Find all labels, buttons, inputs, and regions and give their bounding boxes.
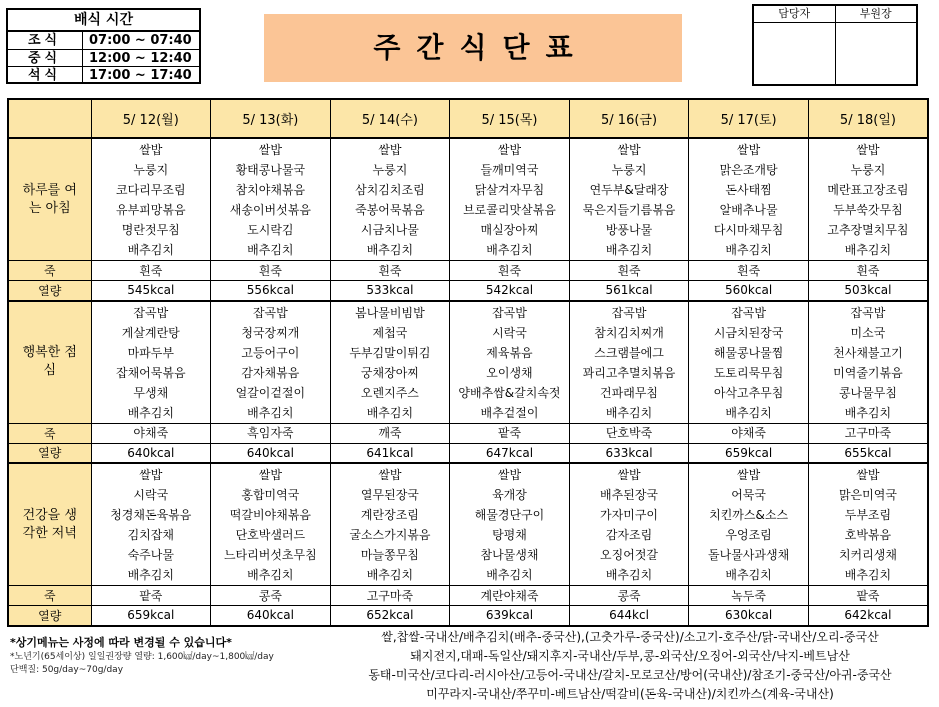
menu-item: 배추김치 — [844, 405, 892, 420]
menu-item: 배추김치 — [247, 568, 294, 582]
menu-item: 참치김치찌개 — [594, 325, 664, 340]
menu-item: 무생채 — [133, 385, 169, 400]
menu-item: 배추김치 — [725, 405, 772, 420]
menu-item: 배추된장국 — [600, 488, 659, 502]
menu-item: 감자채볶음 — [241, 365, 300, 380]
menu-cell — [91, 138, 211, 261]
porridge-cell: 흰죽 — [689, 261, 809, 281]
menu-item: 배추김치 — [127, 405, 174, 420]
porridge-cell: 흰죽 — [808, 261, 928, 281]
menu-item: 참나물생채 — [480, 548, 539, 562]
porridge-cell: 팥죽 — [808, 586, 928, 606]
menu-item: 얼갈이겉절이 — [235, 385, 306, 400]
menu-cell — [808, 463, 928, 586]
menu-item: 묵은지들기름볶음 — [582, 203, 676, 217]
menu-item: 매실장아찌 — [480, 223, 539, 237]
menu-item: 해물콩나물찜 — [713, 345, 784, 360]
calorie-cell: 503kcal — [808, 281, 928, 301]
menu-item: 브로콜리맛살볶음 — [463, 203, 556, 217]
serving-time-box — [6, 8, 201, 84]
porridge-cell: 흰죽 — [569, 261, 689, 281]
menu-item: 잡곡밥 — [611, 305, 647, 320]
porridge-row — [8, 586, 928, 606]
porridge-row — [8, 261, 928, 281]
menu-cell — [91, 301, 211, 424]
menu-item: 배추김치 — [366, 405, 414, 420]
menu-item: 배추김치 — [844, 243, 892, 257]
porridge-cell: 흰죽 — [91, 261, 211, 281]
menu-item: 배추김치 — [605, 405, 653, 420]
porridge-label: 죽 — [8, 586, 91, 606]
menu-item: 잡곡밥 — [731, 305, 766, 320]
menu-item: 잡곡밥 — [850, 305, 886, 320]
menu-item: 잡곡밥 — [252, 305, 288, 320]
menu-item: 배추김치 — [247, 405, 294, 420]
menu-item: 오징어젓갈 — [600, 548, 659, 562]
menu-cell — [450, 301, 570, 424]
calorie-cell: 642kcal — [808, 606, 928, 626]
porridge-cell: 팥죽 — [450, 423, 570, 443]
menu-item: 도시락김 — [247, 223, 294, 237]
menu-item: 방풍나물 — [605, 223, 653, 237]
serving-time-title: 배식 시간 — [8, 10, 199, 32]
menu-item: 맑은조개탕 — [719, 163, 778, 177]
menu-item: 고추장멸치무침 — [827, 223, 909, 237]
menu-cell — [569, 301, 689, 424]
menu-item: 건파래무침 — [600, 385, 659, 400]
menu-item: 오렌지주스 — [360, 385, 419, 400]
approval-staff-signature-area — [754, 23, 835, 84]
approval-column-deputy — [835, 6, 917, 84]
porridge-cell: 계란야채죽 — [450, 586, 570, 606]
menu-item: 쌀밥 — [737, 143, 761, 157]
porridge-cell: 녹두죽 — [689, 586, 809, 606]
menu-item: 배추김치 — [844, 568, 892, 582]
menu-item: 누룽지 — [372, 163, 408, 177]
day-header-row — [8, 99, 928, 138]
menu-item: 두부조림 — [844, 508, 892, 522]
menu-item: 떡갈비야채볶음 — [229, 508, 311, 522]
serving-time-value: 17:00 ~ 17:40 — [89, 68, 192, 83]
calorie-row — [8, 281, 928, 301]
porridge-cell: 깨죽 — [330, 423, 450, 443]
menu-item: 잡곡밥 — [133, 305, 169, 320]
menu-item: 고등어구이 — [241, 345, 300, 360]
calorie-cell: 659kcal — [689, 443, 809, 463]
menu-item: 미역줄기볶음 — [833, 365, 903, 380]
menu-item: 제첩국 — [372, 325, 408, 340]
menu-item: 오이생채 — [486, 365, 533, 380]
menu-cell — [689, 138, 809, 261]
porridge-label: 죽 — [8, 261, 91, 281]
menu-item: 스크램블에그 — [594, 345, 664, 360]
menu-item: 쌀밥 — [737, 468, 761, 482]
menu-item: 누룽지 — [850, 163, 886, 177]
menu-cell — [211, 138, 331, 261]
menu-item: 배추김치 — [605, 568, 653, 582]
menu-item: 가자미구이 — [600, 508, 659, 522]
calorie-cell: 640kcal — [211, 606, 331, 626]
menu-item: 열무된장국 — [360, 488, 419, 502]
menu-item: 궁채장아찌 — [360, 365, 419, 380]
menu-item: 배추김치 — [366, 243, 414, 257]
menu-item: 쌀밥 — [378, 468, 402, 482]
menu-item: 마파두부 — [127, 345, 174, 360]
calorie-label: 열량 — [8, 443, 91, 463]
menu-item: 게살계란탕 — [121, 325, 180, 340]
menu-item: 육개장 — [492, 488, 527, 502]
menu-item: 삼치김치조림 — [355, 183, 425, 197]
menu-item: 해물경단구이 — [474, 508, 545, 522]
porridge-cell: 야채죽 — [91, 423, 211, 443]
menu-item: 두부쑥갓무침 — [833, 203, 903, 217]
serving-time-row — [8, 66, 199, 83]
serving-time-row — [8, 32, 199, 49]
menu-cell — [450, 138, 570, 261]
menu-item: 천사채불고기 — [833, 345, 903, 360]
menu-cell — [450, 463, 570, 586]
day-header: 5/ 18(일) — [808, 99, 928, 138]
menu-cell — [689, 463, 809, 586]
menu-item: 쌀밥 — [258, 468, 282, 482]
calorie-row — [8, 443, 928, 463]
approval-staff-label: 담당자 — [754, 6, 835, 23]
menu-item: 시금치나물 — [360, 223, 419, 237]
porridge-row — [8, 423, 928, 443]
meal-label: 하루를 여는 아침 — [8, 138, 91, 261]
menu-change-notice: *상기메뉴는 사정에 따라 변경될 수 있습니다* — [10, 636, 232, 649]
serving-meal-label: 중식 — [8, 50, 83, 66]
menu-item: 배추김치 — [127, 568, 174, 582]
meal-label: 건강을 생각한 저녁 — [8, 463, 91, 586]
menu-cell — [808, 138, 928, 261]
menu-item: 마늘쫑무침 — [360, 548, 419, 562]
calorie-cell: 556kcal — [211, 281, 331, 301]
serving-time-row — [8, 49, 199, 66]
page-title: 주간식단표 — [373, 31, 589, 64]
menu-item: 배추김치 — [127, 243, 174, 257]
menu-item: 다시마채무침 — [713, 223, 784, 237]
porridge-cell: 콩죽 — [211, 586, 331, 606]
approval-column-staff — [754, 6, 835, 84]
menu-item: 돈사태찜 — [725, 183, 772, 197]
header-corner-cell — [8, 99, 91, 138]
menu-item: 꽈리고추멸치볶음 — [582, 365, 676, 380]
day-header: 5/ 13(화) — [211, 99, 331, 138]
menu-item: 청국장찌개 — [241, 325, 300, 340]
porridge-cell: 흰죽 — [330, 261, 450, 281]
day-header: 5/ 14(수) — [330, 99, 450, 138]
menu-item: 시락국 — [133, 488, 169, 502]
menu-item: 쌀밥 — [856, 143, 880, 157]
menu-cell — [211, 463, 331, 586]
meal-row — [8, 138, 928, 261]
menu-item: 코다리무조림 — [116, 183, 186, 197]
calorie-cell: 560kcal — [689, 281, 809, 301]
page-title-box — [264, 14, 682, 82]
serving-time-value: 07:00 ~ 07:40 — [89, 33, 192, 48]
menu-item: 배추김치 — [486, 568, 533, 582]
menu-item: 쌀밥 — [378, 143, 402, 157]
calorie-cell: 633kcal — [569, 443, 689, 463]
serving-meal-label: 석식 — [8, 67, 83, 83]
origin-info — [330, 628, 930, 704]
meal-label: 행복한 점심 — [8, 301, 91, 424]
calorie-cell: 533kcal — [330, 281, 450, 301]
menu-item: 배추김치 — [725, 568, 772, 582]
porridge-cell: 고구마죽 — [808, 423, 928, 443]
menu-item: 김치잡채 — [127, 528, 174, 542]
menu-item: 치커리생채 — [838, 548, 897, 562]
approval-box — [752, 4, 918, 86]
menu-item: 감자조림 — [605, 528, 653, 542]
menu-item: 쌀밥 — [139, 468, 163, 482]
menu-item: 배추김치 — [247, 243, 294, 257]
calorie-cell: 630kcal — [689, 606, 809, 626]
calorie-cell: 561kcal — [569, 281, 689, 301]
calorie-cell: 640kcal — [211, 443, 331, 463]
calorie-cell: 655kcal — [808, 443, 928, 463]
menu-item: 죽봉어묵볶음 — [355, 203, 425, 217]
menu-item: 잡곡밥 — [492, 305, 527, 320]
porridge-cell: 야채죽 — [689, 423, 809, 443]
menu-item: 쌀밥 — [497, 468, 522, 482]
footer-notes — [10, 635, 330, 677]
menu-item: 참치야채볶음 — [235, 183, 306, 197]
meal-row — [8, 301, 928, 424]
menu-cell — [91, 463, 211, 586]
menu-item: 두부김말이튀김 — [349, 345, 431, 360]
menu-item: 누룽지 — [611, 163, 647, 177]
calorie-cell: 659kcal — [91, 606, 211, 626]
porridge-cell: 단호박죽 — [569, 423, 689, 443]
menu-cell — [330, 463, 450, 586]
menu-item: 알배추나물 — [719, 203, 778, 217]
porridge-cell: 흰죽 — [450, 261, 570, 281]
menu-item: 굴소스가지볶음 — [349, 528, 431, 542]
menu-item: 유부피망볶음 — [116, 203, 186, 217]
menu-item: 치킨까스&소스 — [709, 508, 789, 522]
serving-meal-label: 조식 — [8, 32, 83, 49]
porridge-cell: 고구마죽 — [330, 586, 450, 606]
menu-item: 우엉조림 — [725, 528, 772, 542]
menu-item: 황태콩나물국 — [235, 163, 306, 177]
menu-item: 배추김치 — [486, 243, 533, 257]
menu-item: 배추김치 — [725, 243, 772, 257]
menu-item: 들깨미역국 — [480, 163, 539, 177]
menu-item: 누룽지 — [133, 163, 169, 177]
menu-item: 쌀밥 — [856, 468, 880, 482]
menu-item: 쌀밥 — [258, 143, 282, 157]
menu-item: 쌀밥 — [617, 468, 641, 482]
menu-item: 아삭고추무침 — [713, 385, 784, 400]
calorie-cell: 647kcal — [450, 443, 570, 463]
menu-item: 맑은미역국 — [838, 488, 897, 502]
menu-item: 배추김치 — [366, 568, 414, 582]
day-header: 5/ 15(목) — [450, 99, 570, 138]
origin-line: 돼지전지,대패-독일산/돼지후지-국내산/두부,콩-외국산/오징어-외국산/낙지-베트남산 — [410, 649, 850, 663]
menu-item: 청경채돈육볶음 — [110, 508, 192, 522]
calorie-cell: 640kcal — [91, 443, 211, 463]
menu-item: 연두부&달래장 — [589, 183, 669, 197]
menu-item: 봄나물비빔밥 — [355, 305, 425, 320]
menu-cell — [808, 301, 928, 424]
menu-item: 단호박샐러드 — [235, 528, 306, 542]
porridge-label: 죽 — [8, 423, 91, 443]
menu-item: 쌀밥 — [139, 143, 163, 157]
porridge-cell: 흑임자죽 — [211, 423, 331, 443]
menu-cell — [211, 301, 331, 424]
porridge-cell: 콩죽 — [569, 586, 689, 606]
menu-cell — [569, 138, 689, 261]
origin-line: 동태-미국산/코다리-러시아산/고등어-국내산/갈치-모로코산/방어(국내산)/참조기-중국산/아귀-중국산 — [368, 668, 892, 682]
calorie-label: 열량 — [8, 606, 91, 626]
menu-item: 메란표고장조림 — [827, 183, 909, 197]
menu-item: 쌀밥 — [497, 143, 522, 157]
menu-item: 느타리버섯초무침 — [223, 548, 317, 562]
calorie-cell: 542kcal — [450, 281, 570, 301]
menu-item: 쌀밥 — [617, 143, 641, 157]
menu-item: 미소국 — [850, 325, 886, 340]
day-header: 5/ 16(금) — [569, 99, 689, 138]
calorie-cell: 545kcal — [91, 281, 211, 301]
menu-cell — [689, 301, 809, 424]
calorie-cell: 644kcl — [569, 606, 689, 626]
day-header: 5/ 17(토) — [689, 99, 809, 138]
menu-item: 어묵국 — [731, 488, 766, 502]
calorie-cell: 652kcal — [330, 606, 450, 626]
porridge-cell: 팥죽 — [91, 586, 211, 606]
menu-item: 계란장조림 — [360, 508, 419, 522]
intake-recommendation: 단백질: 50g/day~70g/day — [10, 665, 124, 675]
menu-cell — [569, 463, 689, 586]
origin-line: 미꾸라지-국내산/쭈꾸미-베트남산/떡갈비(돈육-국내산)/치킨까스(계육-국내산) — [426, 687, 834, 701]
menu-item: 숙주나물 — [127, 548, 174, 562]
approval-deputy-signature-area — [836, 23, 917, 84]
menu-table-body — [8, 99, 928, 626]
menu-cell — [330, 301, 450, 424]
menu-item: 탕평채 — [492, 528, 527, 542]
porridge-cell: 흰죽 — [211, 261, 331, 281]
menu-item: 새송이버섯볶음 — [229, 203, 311, 217]
intake-recommendation: *노년기(65세이상) 일일권장량 열량: 1,600㎉/day~1,800㎉/day — [10, 652, 274, 662]
menu-item: 시락국 — [492, 325, 527, 340]
menu-item: 홍합미역국 — [241, 488, 300, 502]
menu-item: 잡채어묵볶음 — [116, 365, 186, 380]
calorie-label: 열량 — [8, 281, 91, 301]
calorie-cell: 641kcal — [330, 443, 450, 463]
weekly-menu-table — [7, 98, 929, 627]
meal-row — [8, 463, 928, 586]
menu-item: 돌나물사과생채 — [708, 548, 790, 562]
origin-line: 쌀,찹쌀-국내산/배추김치(배추-중국산),(고춧가루-중국산)/소고기-호주산/닭-국내산/오리-중국산 — [381, 630, 879, 644]
menu-item: 시금치된장국 — [713, 325, 784, 340]
menu-item: 배추겉절이 — [480, 405, 539, 420]
serving-time-value: 12:00 ~ 12:40 — [89, 51, 192, 66]
menu-item: 콩나물무침 — [838, 385, 897, 400]
menu-item: 제육볶음 — [486, 345, 533, 360]
menu-item: 양배추쌈&갈치속젓 — [458, 385, 561, 400]
menu-item: 도토리묵무침 — [713, 365, 784, 380]
calorie-cell: 639kcal — [450, 606, 570, 626]
menu-cell — [330, 138, 450, 261]
day-header: 5/ 12(월) — [91, 99, 211, 138]
approval-deputy-label: 부원장 — [836, 6, 917, 23]
menu-item: 호박볶음 — [844, 528, 892, 542]
menu-item: 명란젓무침 — [121, 223, 180, 237]
menu-item: 배추김치 — [605, 243, 653, 257]
menu-item: 닭살겨자무침 — [474, 183, 545, 197]
calorie-row — [8, 606, 928, 626]
